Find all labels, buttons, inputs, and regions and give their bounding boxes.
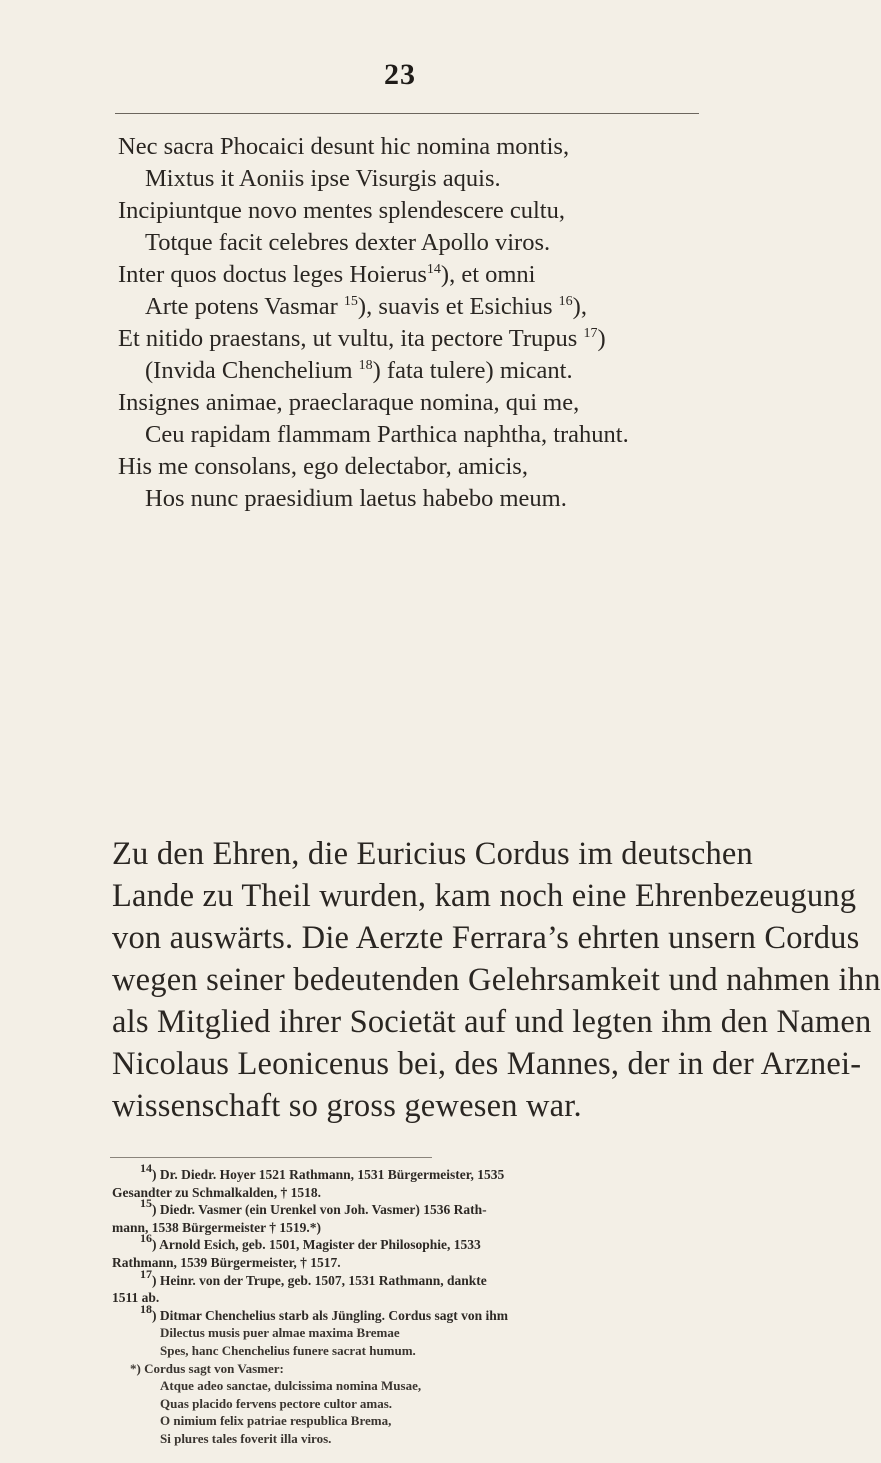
page-number: 23 xyxy=(384,58,416,91)
prose-line: wissenschaft so gross gewesen war. xyxy=(112,1088,582,1124)
footnote-line: Rathmann, 1539 Bürgermeister, † 1517. xyxy=(112,1255,341,1270)
footnote-mark: 17 xyxy=(583,326,598,341)
poem-line: His me consolans, ego delectabor, amicis, xyxy=(118,453,528,480)
poem-line: Insignes animae, praeclaraque nomina, qui me, xyxy=(118,389,580,416)
poem-line: Incipiuntque novo mentes splendescere cultu, xyxy=(118,197,565,224)
poem-line: Totque facit celebres dexter Apollo viros. xyxy=(145,229,551,256)
prose-line: wegen seiner bedeutenden Gelehrsamkeit und nahmen ihn xyxy=(112,962,881,998)
poem-line: Ceu rapidam flammam Parthica naphtha, trahunt. xyxy=(145,421,629,448)
footnote-16: $^{16}$) Arnold Esich, geb. 1501, Magister der Philosophie, 1533 xyxy=(140,1231,481,1253)
footnote-line: Dilectus musis puer almae maxima Bremae xyxy=(160,1325,400,1341)
prose-line: als Mitglied ihrer Societät auf und legten ihm den Namen xyxy=(112,1004,872,1040)
poem-line: Et nitido praestans, ut vultu, ita pectore Trupus $^{17}$) xyxy=(118,325,606,352)
prose-line: Lande zu Theil wurden, kam noch eine Ehrenbezeugung xyxy=(112,878,857,914)
footnote-line: Gesandter zu Schmalkalden, † 1518. xyxy=(112,1184,322,1200)
prose-line: Nicolaus Leonicenus bei, des Mannes, der in der Arznei- xyxy=(112,1046,862,1082)
footnote-line: mann, 1538 Bürgermeister † 1519.*) xyxy=(112,1219,321,1235)
footnote-mark: 16 xyxy=(558,294,573,309)
footnote-line: O nimium felix patriae respublica Brema, xyxy=(160,1413,392,1429)
footnote-mark: 18 xyxy=(358,358,373,373)
poem-line: (Invida Chenchelium $^{18}$) fata tulere) micant. xyxy=(145,357,573,384)
poem-line: Hos nunc praesidium laetus habebo meum. xyxy=(145,485,567,512)
footnote-14: $^{14}$) Dr. Diedr. Hoyer 1521 Rathmann, 1531 Bürgermeister, 1535 xyxy=(140,1161,505,1182)
prose-line: von auswärts. Die Aerzte Ferrara’s ehrten unsern Cordus xyxy=(112,920,860,956)
footnote-line: *) Cordus sagt von Vasmer: xyxy=(130,1360,284,1376)
prose-line: Zu den Ehren, die Euricius Cordus im deutschen xyxy=(112,836,753,872)
footnote-18: $^{18}$) Ditmar Chenchelius starb als Jüngling. Cordus sagt von ihm xyxy=(140,1301,509,1323)
footnote-line: Spes, hanc Chenchelius funere sacrat humum. xyxy=(160,1343,416,1358)
footnote-17: $^{17}$) Heinr. von der Trupe, geb. 1507, 1531 Rathmann, dankte xyxy=(140,1266,487,1288)
footnote-mark: 15 xyxy=(343,294,358,309)
poem-line: Inter quos doctus leges Hoierus$^{14}$), et omni xyxy=(118,261,536,288)
poem-line: Arte potens Vasmar $^{15}$), suavis et Esichius $^{16}$), xyxy=(145,293,587,320)
poem-line: Nec sacra Phocaici desunt hic nomina montis, xyxy=(118,133,570,160)
footnote-line: Quas placido fervens pectore cultor amas. xyxy=(160,1395,393,1411)
footnote-line: 1511 ab. xyxy=(112,1290,160,1306)
header-rule xyxy=(115,113,699,114)
footnote-line: Atque adeo sanctae, dulcissima nomina Musae, xyxy=(160,1378,422,1394)
footnote-line: Si plures tales foverit illa viros. xyxy=(160,1431,332,1446)
footnote-rule xyxy=(110,1157,432,1158)
footnote-15: $^{15}$) Diedr. Vasmer (ein Urenkel von Joh. Vasmer) 1536 Rath- xyxy=(140,1196,487,1218)
footnote-mark: 14 xyxy=(426,262,441,277)
poem-line: Mixtus it Aoniis ipse Visurgis aquis. xyxy=(145,165,501,192)
